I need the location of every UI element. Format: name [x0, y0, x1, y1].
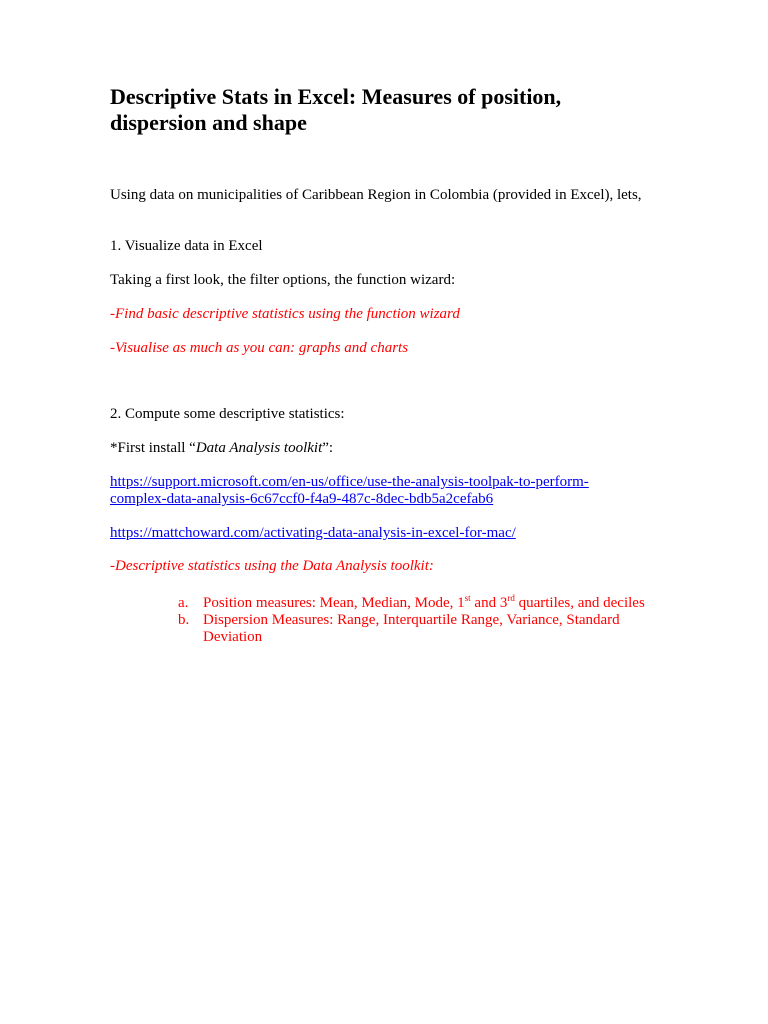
link-mattchoward[interactable]: https://mattchoward.com/activating-data-analysis-in-excel-for-mac/ — [110, 525, 516, 541]
measures-list — [178, 595, 678, 646]
list-item-dispersion-measures: b. Dispersion Measures: Range, Interquartile Range, Variance, Standard Deviation — [178, 612, 620, 645]
list-marker: b. — [178, 612, 190, 628]
list-marker: a. — [178, 595, 189, 611]
task-function-wizard: -Find basic descriptive statistics using the function wizard — [110, 306, 460, 322]
section2-heading: 2. Compute some descriptive statistics: — [110, 406, 345, 422]
task-visualise: -Visualise as much as you can: graphs and charts — [110, 340, 409, 356]
link-microsoft-support[interactable]: https://support.microsoft.com/en-us/office/use-the-analysis-toolpak-to-perform-complex-data-analysis-6c67ccf0-f4a9-487c-8dec-bdb5a2cefab6 — [110, 474, 589, 507]
install-toolkit-name: Data Analysis toolkit — [195, 440, 323, 456]
task-data-analysis-toolkit: -Descriptive statistics using the Data Analysis toolkit: — [110, 558, 434, 574]
intro-paragraph: Using data on municipalities of Caribbean Region in Colombia (provided in Excel), lets, — [110, 187, 642, 203]
install-suffix: ”: — [322, 440, 334, 456]
link-microsoft-container — [110, 474, 630, 508]
section1-text: Taking a first look, the filter options, the function wizard: — [110, 272, 456, 288]
document-title: Descriptive Stats in Excel: Measures of position, dispersion and shape — [110, 84, 562, 135]
link-mac-container — [110, 525, 655, 542]
install-instruction — [110, 440, 655, 457]
list-item-position-measures: a. Position measures: Mean, Median, Mode, 1st and 3rd quartiles, and deciles — [178, 593, 645, 611]
install-prefix: *First install “ — [110, 440, 196, 456]
section1-heading: 1. Visualize data in Excel — [110, 238, 263, 254]
